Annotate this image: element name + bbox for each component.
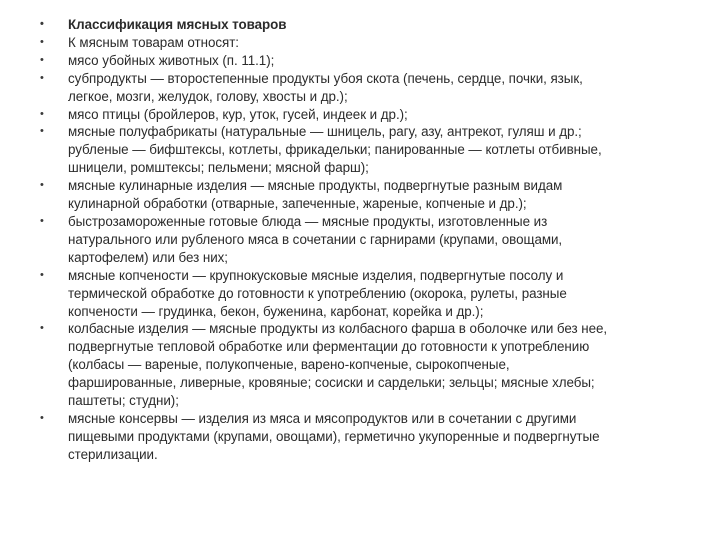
bullet-list bbox=[40, 16, 680, 464]
bullet-icon: • bbox=[40, 322, 44, 335]
list-item bbox=[40, 52, 680, 70]
bullet-icon: • bbox=[40, 71, 44, 84]
item-text-semi-finished: мясные полуфабрикаты (натуральные — шницель, рагу, азу, антрекот, гуляш и др.; рубленые — бифштексы, котлеты, фрикадельки; панированные — котлеты отбивные, шницели, ромштексы; пельмени; мясной фарш); bbox=[68, 124, 602, 176]
item-text-offal: субпродукты — второстепенные продукты убоя скота (печень, сердце, почки, язык, легкое, мозги, желудок, голову, хвосты и др.); bbox=[68, 70, 583, 104]
bullet-icon: • bbox=[40, 125, 44, 138]
list-item bbox=[40, 34, 680, 52]
intro-text: К мясным товарам относят: bbox=[68, 34, 239, 50]
list-item bbox=[40, 106, 680, 124]
list-item bbox=[40, 177, 680, 213]
item-text-sausages: колбасные изделия — мясные продукты из колбасного фарша в оболочке или без нее, подвергнутые тепловой обработке или ферментации до готовности к употреблению (колбасы — вареные, полукопченые, варено-копченые, сырокопченые, фаршированные, ливерные, кровяные; сосиски и сардельки; зельцы; мясные хлебы; паштеты; студни); bbox=[68, 321, 608, 409]
bullet-icon: • bbox=[40, 18, 44, 30]
bullet-icon: • bbox=[40, 411, 44, 424]
bullet-icon: • bbox=[40, 53, 44, 66]
bullet-icon: • bbox=[40, 35, 44, 48]
item-text-meat: мясо убойных животных (п. 11.1); bbox=[68, 52, 275, 68]
list-item bbox=[40, 70, 680, 106]
bullet-icon: • bbox=[40, 107, 44, 120]
bullet-icon: • bbox=[40, 214, 44, 227]
list-item bbox=[40, 267, 680, 321]
bullet-icon: • bbox=[40, 179, 44, 192]
item-text-frozen-meals: быстрозамороженные готовые блюда — мясные продукты, изготовленные из натурального или рубленого мяса в сочетании с гарнирами (крупами, овощами, картофелем) или без них; bbox=[68, 213, 563, 265]
item-text-culinary: мясные кулинарные изделия — мясные продукты, подвергнутые разным видам кулинарной обработки (отварные, запеченные, жареные, копченые и др.); bbox=[68, 178, 563, 212]
list-item bbox=[40, 320, 680, 410]
list-item bbox=[40, 213, 680, 267]
list-item bbox=[40, 410, 680, 464]
bullet-icon: • bbox=[40, 268, 44, 281]
list-item-title bbox=[40, 16, 680, 34]
item-text-poultry: мясо птицы (бройлеров, кур, уток, гусей, индеек и др.); bbox=[68, 106, 408, 122]
item-text-canned: мясные консервы — изделия из мяса и мясопродуктов или в сочетании с другими пищевыми продуктами (крупами, овощами), герметично укупоренные и подвергнутые стерилизации. bbox=[68, 410, 600, 462]
item-text-smoked: мясные копчености — крупнокусковые мясные изделия, подвергнутые посолу и термической обработке до готовности к употреблению (окорока, рулеты, разные копчености — грудинка, бекон, буженина, карбонат, корейка и др.); bbox=[68, 267, 567, 319]
slide-title: Классификация мясных товаров bbox=[68, 17, 287, 32]
list-item bbox=[40, 123, 680, 177]
